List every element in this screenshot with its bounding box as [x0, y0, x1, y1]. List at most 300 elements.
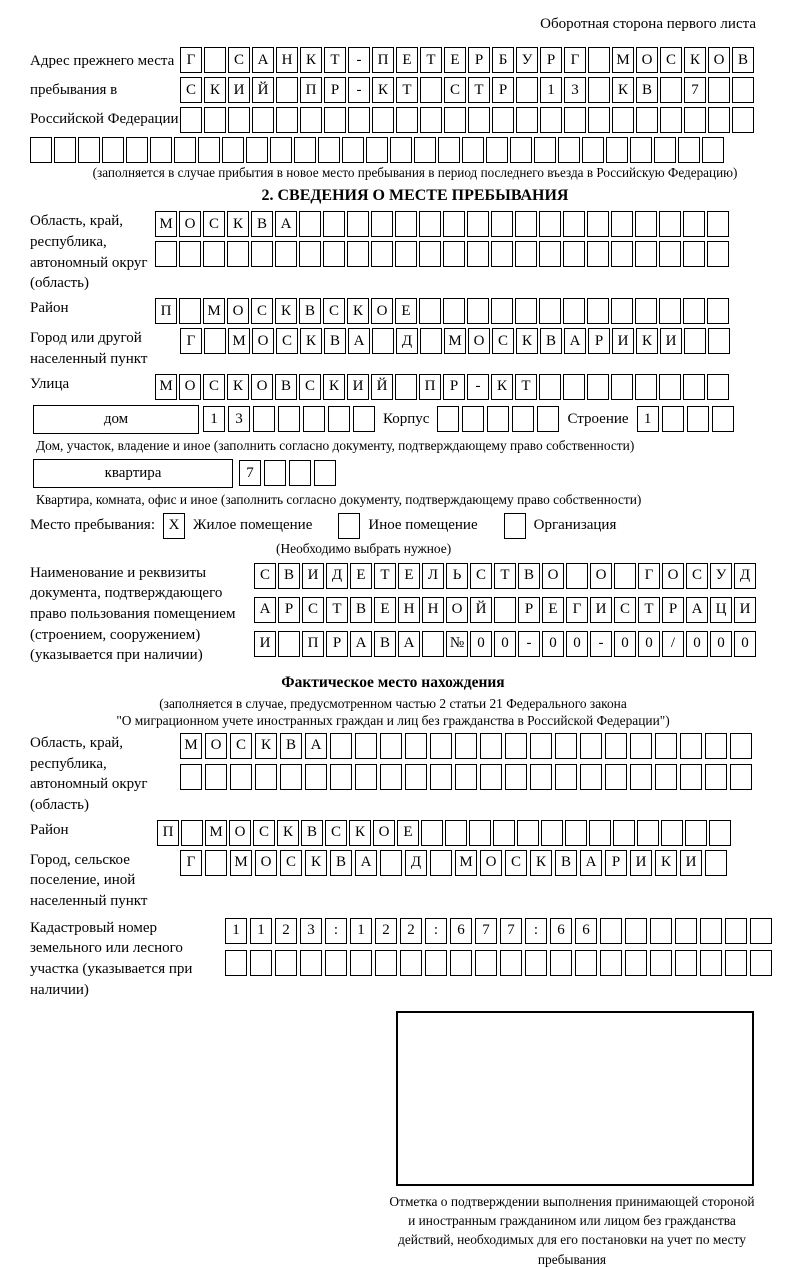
char-cell[interactable]: [600, 950, 622, 976]
char-cell[interactable]: С: [505, 850, 527, 876]
char-cell[interactable]: 7: [475, 918, 497, 944]
char-cell[interactable]: [504, 513, 526, 539]
char-cell[interactable]: К: [323, 374, 345, 400]
char-cell[interactable]: 3: [228, 406, 250, 432]
char-cell[interactable]: Г: [564, 47, 586, 73]
char-cell[interactable]: [253, 406, 275, 432]
char-cell[interactable]: [515, 241, 537, 267]
char-cell[interactable]: О: [252, 328, 274, 354]
char-cell[interactable]: [630, 733, 652, 759]
char-cell[interactable]: [252, 107, 274, 133]
char-cell[interactable]: [588, 107, 610, 133]
char-cell[interactable]: М: [155, 211, 177, 237]
char-cell[interactable]: В: [301, 820, 323, 846]
char-cell[interactable]: [680, 733, 702, 759]
char-cell[interactable]: [468, 107, 490, 133]
char-cell[interactable]: [613, 820, 635, 846]
char-cell[interactable]: [600, 918, 622, 944]
char-cell[interactable]: Н: [398, 597, 420, 623]
char-cell[interactable]: [155, 241, 177, 267]
char-cell[interactable]: 3: [564, 77, 586, 103]
char-cell[interactable]: [563, 298, 585, 324]
char-cell[interactable]: [419, 241, 441, 267]
char-cell[interactable]: О: [373, 820, 395, 846]
char-cell[interactable]: 0: [566, 631, 588, 657]
char-cell[interactable]: [204, 107, 226, 133]
char-cell[interactable]: [270, 137, 292, 163]
char-cell[interactable]: Е: [444, 47, 466, 73]
char-cell[interactable]: [683, 211, 705, 237]
char-cell[interactable]: У: [710, 563, 732, 589]
char-cell[interactable]: :: [525, 918, 547, 944]
char-cell[interactable]: [589, 820, 611, 846]
char-cell[interactable]: [708, 328, 730, 354]
char-cell[interactable]: [455, 764, 477, 790]
char-cell[interactable]: [299, 241, 321, 267]
char-cell[interactable]: К: [612, 77, 634, 103]
char-cell[interactable]: [587, 374, 609, 400]
char-cell[interactable]: [380, 764, 402, 790]
char-cell[interactable]: В: [555, 850, 577, 876]
char-cell[interactable]: 6: [575, 918, 597, 944]
char-cell[interactable]: №: [446, 631, 468, 657]
char-cell[interactable]: [338, 513, 360, 539]
char-cell[interactable]: [494, 597, 516, 623]
char-cell[interactable]: [580, 733, 602, 759]
char-cell[interactable]: [614, 563, 636, 589]
char-cell[interactable]: О: [590, 563, 612, 589]
char-cell[interactable]: [314, 460, 336, 486]
char-cell[interactable]: [421, 820, 443, 846]
char-cell[interactable]: 1: [540, 77, 562, 103]
char-cell[interactable]: [180, 107, 202, 133]
char-cell[interactable]: 0: [710, 631, 732, 657]
checkbox-inoe[interactable]: [338, 513, 360, 539]
char-cell[interactable]: [625, 950, 647, 976]
char-cell[interactable]: [400, 950, 422, 976]
char-cell[interactable]: Д: [734, 563, 756, 589]
char-cell[interactable]: М: [444, 328, 466, 354]
char-cell[interactable]: [251, 241, 273, 267]
char-cell[interactable]: [515, 298, 537, 324]
char-cell[interactable]: [278, 631, 300, 657]
char-cell[interactable]: О: [179, 211, 201, 237]
char-cell[interactable]: Р: [492, 77, 514, 103]
char-cell[interactable]: [510, 137, 532, 163]
char-cell[interactable]: И: [590, 597, 612, 623]
char-cell[interactable]: [323, 211, 345, 237]
char-cell[interactable]: [650, 950, 672, 976]
char-cell[interactable]: Т: [396, 77, 418, 103]
char-cell[interactable]: 0: [734, 631, 756, 657]
char-cell[interactable]: 1: [250, 918, 272, 944]
char-cell[interactable]: М: [455, 850, 477, 876]
char-cell[interactable]: [255, 764, 277, 790]
char-cell[interactable]: [225, 950, 247, 976]
char-cell[interactable]: [444, 107, 466, 133]
char-cell[interactable]: П: [372, 47, 394, 73]
char-cell[interactable]: [611, 211, 633, 237]
char-cell[interactable]: [635, 298, 657, 324]
char-cell[interactable]: И: [612, 328, 634, 354]
char-cell[interactable]: 0: [614, 631, 636, 657]
char-cell[interactable]: [375, 950, 397, 976]
char-cell[interactable]: О: [636, 47, 658, 73]
char-cell[interactable]: [30, 137, 52, 163]
char-cell[interactable]: И: [302, 563, 324, 589]
char-cell[interactable]: [675, 918, 697, 944]
char-cell[interactable]: Т: [326, 597, 348, 623]
char-cell[interactable]: [419, 211, 441, 237]
char-cell[interactable]: Н: [422, 597, 444, 623]
char-cell[interactable]: [420, 77, 442, 103]
char-cell[interactable]: С: [254, 563, 276, 589]
char-cell[interactable]: [575, 950, 597, 976]
char-cell[interactable]: П: [419, 374, 441, 400]
char-cell[interactable]: [655, 764, 677, 790]
char-cell[interactable]: [198, 137, 220, 163]
char-cell[interactable]: В: [636, 77, 658, 103]
char-cell[interactable]: А: [275, 211, 297, 237]
char-cell[interactable]: [395, 241, 417, 267]
char-cell[interactable]: [564, 107, 586, 133]
char-cell[interactable]: А: [350, 631, 372, 657]
char-cell[interactable]: [174, 137, 196, 163]
char-cell[interactable]: Р: [588, 328, 610, 354]
char-cell[interactable]: С: [228, 47, 250, 73]
char-cell[interactable]: [204, 47, 226, 73]
char-cell[interactable]: М: [155, 374, 177, 400]
char-cell[interactable]: [539, 374, 561, 400]
char-cell[interactable]: Д: [405, 850, 427, 876]
char-cell[interactable]: [708, 107, 730, 133]
char-cell[interactable]: [678, 137, 700, 163]
char-cell[interactable]: [500, 950, 522, 976]
char-cell[interactable]: Е: [374, 597, 396, 623]
char-cell[interactable]: А: [355, 850, 377, 876]
char-cell[interactable]: [675, 950, 697, 976]
char-cell[interactable]: [445, 820, 467, 846]
char-cell[interactable]: [630, 764, 652, 790]
char-cell[interactable]: Б: [492, 47, 514, 73]
char-cell[interactable]: О: [255, 850, 277, 876]
char-cell[interactable]: [588, 47, 610, 73]
char-cell[interactable]: Т: [374, 563, 396, 589]
char-cell[interactable]: В: [374, 631, 396, 657]
char-cell[interactable]: В: [350, 597, 372, 623]
char-cell[interactable]: [246, 137, 268, 163]
char-cell[interactable]: 1: [203, 406, 225, 432]
char-cell[interactable]: [563, 211, 585, 237]
char-cell[interactable]: [587, 211, 609, 237]
char-cell[interactable]: [637, 820, 659, 846]
char-cell[interactable]: [702, 137, 724, 163]
char-cell[interactable]: [750, 918, 772, 944]
char-cell[interactable]: [203, 241, 225, 267]
char-cell[interactable]: В: [251, 211, 273, 237]
char-cell[interactable]: Е: [396, 47, 418, 73]
char-cell[interactable]: [700, 950, 722, 976]
char-cell[interactable]: [275, 241, 297, 267]
char-cell[interactable]: [540, 107, 562, 133]
char-cell[interactable]: [342, 137, 364, 163]
char-cell[interactable]: [655, 733, 677, 759]
char-cell[interactable]: [126, 137, 148, 163]
char-cell[interactable]: О: [205, 733, 227, 759]
char-cell[interactable]: М: [230, 850, 252, 876]
char-cell[interactable]: 1: [637, 406, 659, 432]
char-cell[interactable]: [467, 211, 489, 237]
char-cell[interactable]: [330, 733, 352, 759]
char-cell[interactable]: О: [251, 374, 273, 400]
char-cell[interactable]: П: [155, 298, 177, 324]
char-cell[interactable]: А: [580, 850, 602, 876]
char-cell[interactable]: [700, 918, 722, 944]
char-cell[interactable]: Р: [662, 597, 684, 623]
char-cell[interactable]: [659, 298, 681, 324]
char-cell[interactable]: [605, 764, 627, 790]
char-cell[interactable]: И: [660, 328, 682, 354]
char-cell[interactable]: [582, 137, 604, 163]
char-cell[interactable]: О: [229, 820, 251, 846]
char-cell[interactable]: 2: [275, 918, 297, 944]
char-cell[interactable]: В: [299, 298, 321, 324]
char-cell[interactable]: П: [300, 77, 322, 103]
char-cell[interactable]: К: [347, 298, 369, 324]
char-cell[interactable]: [725, 950, 747, 976]
char-cell[interactable]: Р: [326, 631, 348, 657]
char-cell[interactable]: К: [349, 820, 371, 846]
char-cell[interactable]: [707, 374, 729, 400]
char-cell[interactable]: [683, 241, 705, 267]
char-cell[interactable]: 0: [542, 631, 564, 657]
char-cell[interactable]: [565, 820, 587, 846]
char-cell[interactable]: О: [480, 850, 502, 876]
char-cell[interactable]: И: [680, 850, 702, 876]
char-cell[interactable]: С: [253, 820, 275, 846]
char-cell[interactable]: [102, 137, 124, 163]
char-cell[interactable]: [491, 211, 513, 237]
char-cell[interactable]: [328, 406, 350, 432]
char-cell[interactable]: Й: [252, 77, 274, 103]
char-cell[interactable]: [730, 733, 752, 759]
char-cell[interactable]: А: [564, 328, 586, 354]
char-cell[interactable]: [353, 406, 375, 432]
char-cell[interactable]: А: [348, 328, 370, 354]
char-cell[interactable]: [276, 77, 298, 103]
char-cell[interactable]: [278, 406, 300, 432]
char-cell[interactable]: [443, 211, 465, 237]
char-cell[interactable]: 7: [239, 460, 261, 486]
char-cell[interactable]: [707, 211, 729, 237]
char-cell[interactable]: [347, 211, 369, 237]
char-cell[interactable]: [422, 631, 444, 657]
char-cell[interactable]: И: [228, 77, 250, 103]
char-cell[interactable]: [539, 241, 561, 267]
char-cell[interactable]: [380, 733, 402, 759]
char-cell[interactable]: С: [280, 850, 302, 876]
char-cell[interactable]: [371, 211, 393, 237]
char-cell[interactable]: [566, 563, 588, 589]
char-cell[interactable]: [347, 241, 369, 267]
char-cell[interactable]: О: [708, 47, 730, 73]
char-cell[interactable]: 1: [225, 918, 247, 944]
char-cell[interactable]: [708, 77, 730, 103]
char-cell[interactable]: [325, 950, 347, 976]
char-cell[interactable]: [303, 406, 325, 432]
char-cell[interactable]: Р: [605, 850, 627, 876]
char-cell[interactable]: [222, 137, 244, 163]
char-cell[interactable]: Р: [518, 597, 540, 623]
char-cell[interactable]: [205, 850, 227, 876]
char-cell[interactable]: [487, 406, 509, 432]
char-cell[interactable]: [390, 137, 412, 163]
char-cell[interactable]: [180, 764, 202, 790]
char-cell[interactable]: [732, 77, 754, 103]
char-cell[interactable]: [300, 950, 322, 976]
char-cell[interactable]: С: [276, 328, 298, 354]
char-cell[interactable]: [78, 137, 100, 163]
char-cell[interactable]: [372, 328, 394, 354]
char-cell[interactable]: 0: [470, 631, 492, 657]
char-cell[interactable]: -: [518, 631, 540, 657]
char-cell[interactable]: 0: [494, 631, 516, 657]
char-cell[interactable]: [515, 211, 537, 237]
char-cell[interactable]: [555, 764, 577, 790]
char-cell[interactable]: Р: [324, 77, 346, 103]
char-cell[interactable]: [534, 137, 556, 163]
char-cell[interactable]: К: [300, 47, 322, 73]
char-cell[interactable]: [493, 820, 515, 846]
char-cell[interactable]: К: [655, 850, 677, 876]
char-cell[interactable]: [683, 374, 705, 400]
char-cell[interactable]: [414, 137, 436, 163]
char-cell[interactable]: Т: [494, 563, 516, 589]
char-cell[interactable]: И: [630, 850, 652, 876]
char-cell[interactable]: [480, 733, 502, 759]
char-cell[interactable]: [480, 764, 502, 790]
char-cell[interactable]: :: [425, 918, 447, 944]
char-cell[interactable]: [227, 241, 249, 267]
char-cell[interactable]: К: [277, 820, 299, 846]
char-cell[interactable]: А: [686, 597, 708, 623]
char-cell[interactable]: [563, 374, 585, 400]
char-cell[interactable]: [541, 820, 563, 846]
char-cell[interactable]: [588, 77, 610, 103]
char-cell[interactable]: 0: [686, 631, 708, 657]
char-cell[interactable]: В: [330, 850, 352, 876]
char-cell[interactable]: С: [302, 597, 324, 623]
char-cell[interactable]: Е: [542, 597, 564, 623]
char-cell[interactable]: [684, 328, 706, 354]
char-cell[interactable]: [323, 241, 345, 267]
char-cell[interactable]: С: [470, 563, 492, 589]
char-cell[interactable]: -: [348, 77, 370, 103]
char-cell[interactable]: М: [180, 733, 202, 759]
char-cell[interactable]: [475, 950, 497, 976]
char-cell[interactable]: 6: [550, 918, 572, 944]
char-cell[interactable]: [396, 107, 418, 133]
char-cell[interactable]: [250, 950, 272, 976]
char-cell[interactable]: Р: [443, 374, 465, 400]
char-cell[interactable]: [491, 241, 513, 267]
char-cell[interactable]: У: [516, 47, 538, 73]
char-cell[interactable]: Ь: [446, 563, 468, 589]
char-cell[interactable]: [355, 733, 377, 759]
char-cell[interactable]: [650, 918, 672, 944]
char-cell[interactable]: М: [205, 820, 227, 846]
char-cell[interactable]: [555, 733, 577, 759]
char-cell[interactable]: С: [323, 298, 345, 324]
char-cell[interactable]: М: [203, 298, 225, 324]
char-cell[interactable]: [276, 107, 298, 133]
char-cell[interactable]: М: [612, 47, 634, 73]
char-cell[interactable]: [587, 241, 609, 267]
char-cell[interactable]: Г: [180, 328, 202, 354]
char-cell[interactable]: [635, 211, 657, 237]
char-cell[interactable]: В: [275, 374, 297, 400]
char-cell[interactable]: [705, 733, 727, 759]
char-cell[interactable]: Е: [350, 563, 372, 589]
char-cell[interactable]: [516, 77, 538, 103]
char-cell[interactable]: [462, 406, 484, 432]
char-cell[interactable]: В: [518, 563, 540, 589]
char-cell[interactable]: [280, 764, 302, 790]
char-cell[interactable]: [420, 328, 442, 354]
char-cell[interactable]: С: [492, 328, 514, 354]
char-cell[interactable]: [580, 764, 602, 790]
char-cell[interactable]: [443, 298, 465, 324]
char-cell[interactable]: С: [203, 374, 225, 400]
char-cell[interactable]: [685, 820, 707, 846]
char-cell[interactable]: [230, 764, 252, 790]
char-cell[interactable]: Г: [566, 597, 588, 623]
char-cell[interactable]: [420, 107, 442, 133]
char-cell[interactable]: К: [227, 211, 249, 237]
char-cell[interactable]: Т: [515, 374, 537, 400]
char-cell[interactable]: А: [305, 733, 327, 759]
char-cell[interactable]: О: [227, 298, 249, 324]
char-cell[interactable]: О: [468, 328, 490, 354]
char-cell[interactable]: [687, 406, 709, 432]
char-cell[interactable]: [516, 107, 538, 133]
char-cell[interactable]: [289, 460, 311, 486]
char-cell[interactable]: [419, 298, 441, 324]
char-cell[interactable]: О: [371, 298, 393, 324]
char-cell[interactable]: Й: [371, 374, 393, 400]
char-cell[interactable]: [372, 107, 394, 133]
char-cell[interactable]: О: [179, 374, 201, 400]
char-cell[interactable]: [348, 107, 370, 133]
char-cell[interactable]: [505, 764, 527, 790]
char-cell[interactable]: [430, 850, 452, 876]
char-cell[interactable]: [550, 950, 572, 976]
char-cell[interactable]: Г: [180, 47, 202, 73]
char-cell[interactable]: [491, 298, 513, 324]
char-cell[interactable]: [150, 137, 172, 163]
char-cell[interactable]: Р: [468, 47, 490, 73]
char-cell[interactable]: [659, 241, 681, 267]
char-cell[interactable]: X: [163, 513, 185, 539]
char-cell[interactable]: [587, 298, 609, 324]
char-cell[interactable]: [635, 241, 657, 267]
char-cell[interactable]: [467, 241, 489, 267]
char-cell[interactable]: [630, 137, 652, 163]
char-cell[interactable]: А: [398, 631, 420, 657]
char-cell[interactable]: [486, 137, 508, 163]
char-cell[interactable]: К: [530, 850, 552, 876]
char-cell[interactable]: 2: [375, 918, 397, 944]
